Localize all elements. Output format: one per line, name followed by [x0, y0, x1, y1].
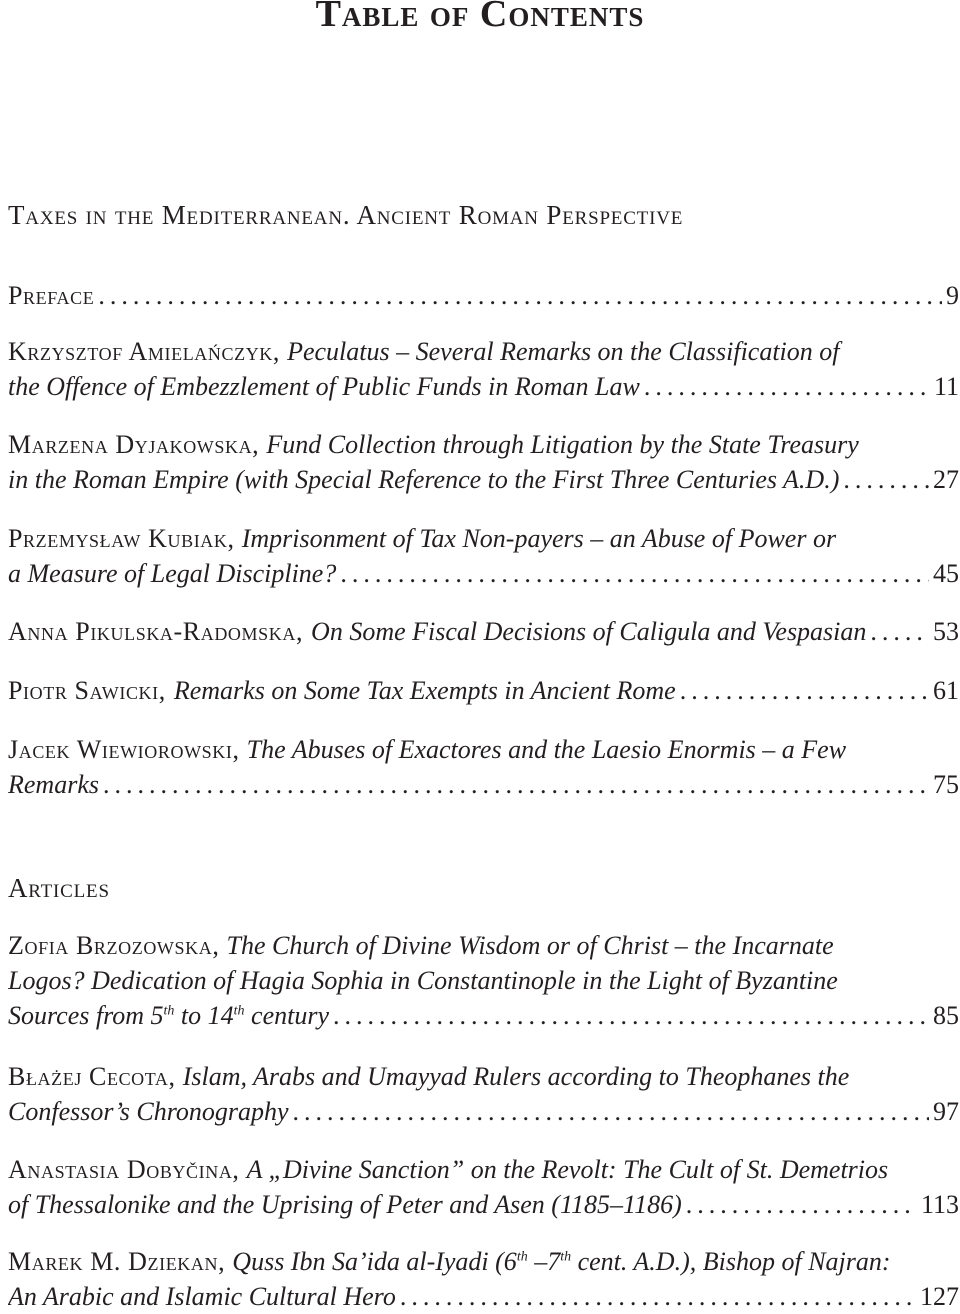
entry-page-number: 11 [933, 372, 959, 401]
entry-title: The Abuses of Exactores and the Laesio Enormis – a Few [246, 735, 847, 764]
entry-page-number: 61 [933, 676, 959, 705]
entry-title: Islam, Arabs and Umayyad Rulers according to Theophanes the [182, 1062, 850, 1091]
dot-leader [333, 998, 929, 1033]
entry-title: Quss Ibn Sa’ida al-Iyadi (6th –7th cent. A.D.), Bishop of Najran: [232, 1247, 891, 1276]
dot-leader [400, 1279, 916, 1314]
superscript: th [233, 1003, 245, 1019]
entry-page-number: 53 [933, 617, 959, 646]
entry-page-number: 45 [933, 559, 959, 588]
superscript: th [560, 1249, 572, 1265]
toc-entry-pikulska-radomska[interactable] [8, 614, 959, 649]
entry-title: On Some Fiscal Decisions of Caligula and Vespasian [311, 617, 867, 646]
entry-author: Błażej Cecota, [8, 1062, 183, 1091]
entry-title: A „Divine Sanction” on the Revolt: The Cult of St. Demetrios [246, 1155, 889, 1184]
entry-title-continued: An Arabic and Islamic Cultural Hero [8, 1282, 396, 1311]
entry-title-continued: Confessor’s Chronography [8, 1097, 289, 1126]
entry-author: Piotr Sawicki, [8, 676, 166, 705]
entry-author: Anna Pikulska-Radomska, [8, 617, 304, 646]
toc-entry-sawicki[interactable] [8, 673, 959, 708]
toc-entry-kubiak[interactable] [8, 521, 959, 591]
entry-author: Anastasia Dobyčina, [8, 1155, 247, 1184]
entry-author: Preface [8, 281, 95, 310]
dot-leader [340, 556, 929, 591]
entry-title-continued: a Measure of Legal Discipline? [8, 559, 337, 588]
dot-leader [680, 673, 929, 708]
entry-title-continued: Remarks [8, 770, 99, 799]
entry-title-continued: in the Roman Empire (with Special Reference to the First Three Centuries A.D.) [8, 465, 840, 494]
entry-title: Imprisonment of Tax Non-payers – an Abuse of Power or [241, 524, 837, 553]
entry-title: Remarks on Some Tax Exempts in Ancient Rome [173, 676, 676, 705]
dot-leader [98, 278, 942, 313]
entry-page-number: 113 [920, 1190, 959, 1219]
dot-leader [103, 767, 929, 802]
entry-author: Przemysław Kubiak, [8, 524, 242, 553]
dot-leader [870, 614, 929, 649]
toc-entry-wiewiorowski[interactable] [8, 732, 959, 802]
entry-page-number: 127 [920, 1282, 959, 1311]
entry-author: Marek M. Dziekan, [8, 1247, 233, 1276]
toc-entry-cecota[interactable] [8, 1059, 959, 1129]
entry-title-continued: of Thessalonike and the Uprising of Peter and Asen (1185–1186) [8, 1190, 682, 1219]
dot-leader [293, 1094, 929, 1129]
toc-entry-dziekan[interactable] [8, 1244, 959, 1314]
toc-entry-preface[interactable] [8, 278, 959, 313]
section-heading-taxes: Taxes in the Mediterranean. Ancient Roman Perspective [8, 200, 684, 230]
dot-leader [644, 369, 930, 404]
entry-author: Krzysztof Amielańczyk, [8, 337, 288, 366]
dot-leader [686, 1187, 917, 1222]
toc-entry-dobycina[interactable] [8, 1152, 959, 1222]
entry-author: Marzena Dyjakowska, [8, 430, 267, 459]
entry-title: Fund Collection through Litigation by the State Treasury [266, 430, 859, 459]
entry-page-number: 85 [933, 1001, 959, 1030]
superscript: th [163, 1003, 175, 1019]
entry-title-continued: Logos? Dedication of Hagia Sophia in Constantinople in the Light of Byzantine [8, 966, 838, 995]
toc-entry-brzozowska[interactable] [8, 928, 959, 1033]
entry-title: The Church of Divine Wisdom or of Christ – the Incarnate [226, 931, 834, 960]
toc-entry-dyjakowska[interactable] [8, 427, 959, 497]
entry-title: Peculatus – Several Remarks on the Classification of [287, 337, 840, 366]
entry-title-continued: the Offence of Embezzlement of Public Funds in Roman Law [8, 372, 640, 401]
dot-leader [843, 462, 929, 497]
entry-author: Jacek Wiewiorowski, [8, 735, 247, 764]
entry-author: Zofia Brzozowska, [8, 931, 227, 960]
page-title: Table of Contents [315, 0, 645, 35]
entry-page-number: 75 [933, 770, 959, 799]
section-heading-articles: Articles [8, 873, 110, 903]
entry-title-continued: Sources from 5th to 14th century [8, 1001, 329, 1030]
toc-entry-amielanczyk[interactable] [8, 334, 959, 404]
superscript: th [516, 1249, 528, 1265]
entry-page-number: 97 [933, 1097, 959, 1126]
entry-page-number: 27 [933, 465, 959, 494]
entry-page-number: 9 [946, 281, 959, 310]
